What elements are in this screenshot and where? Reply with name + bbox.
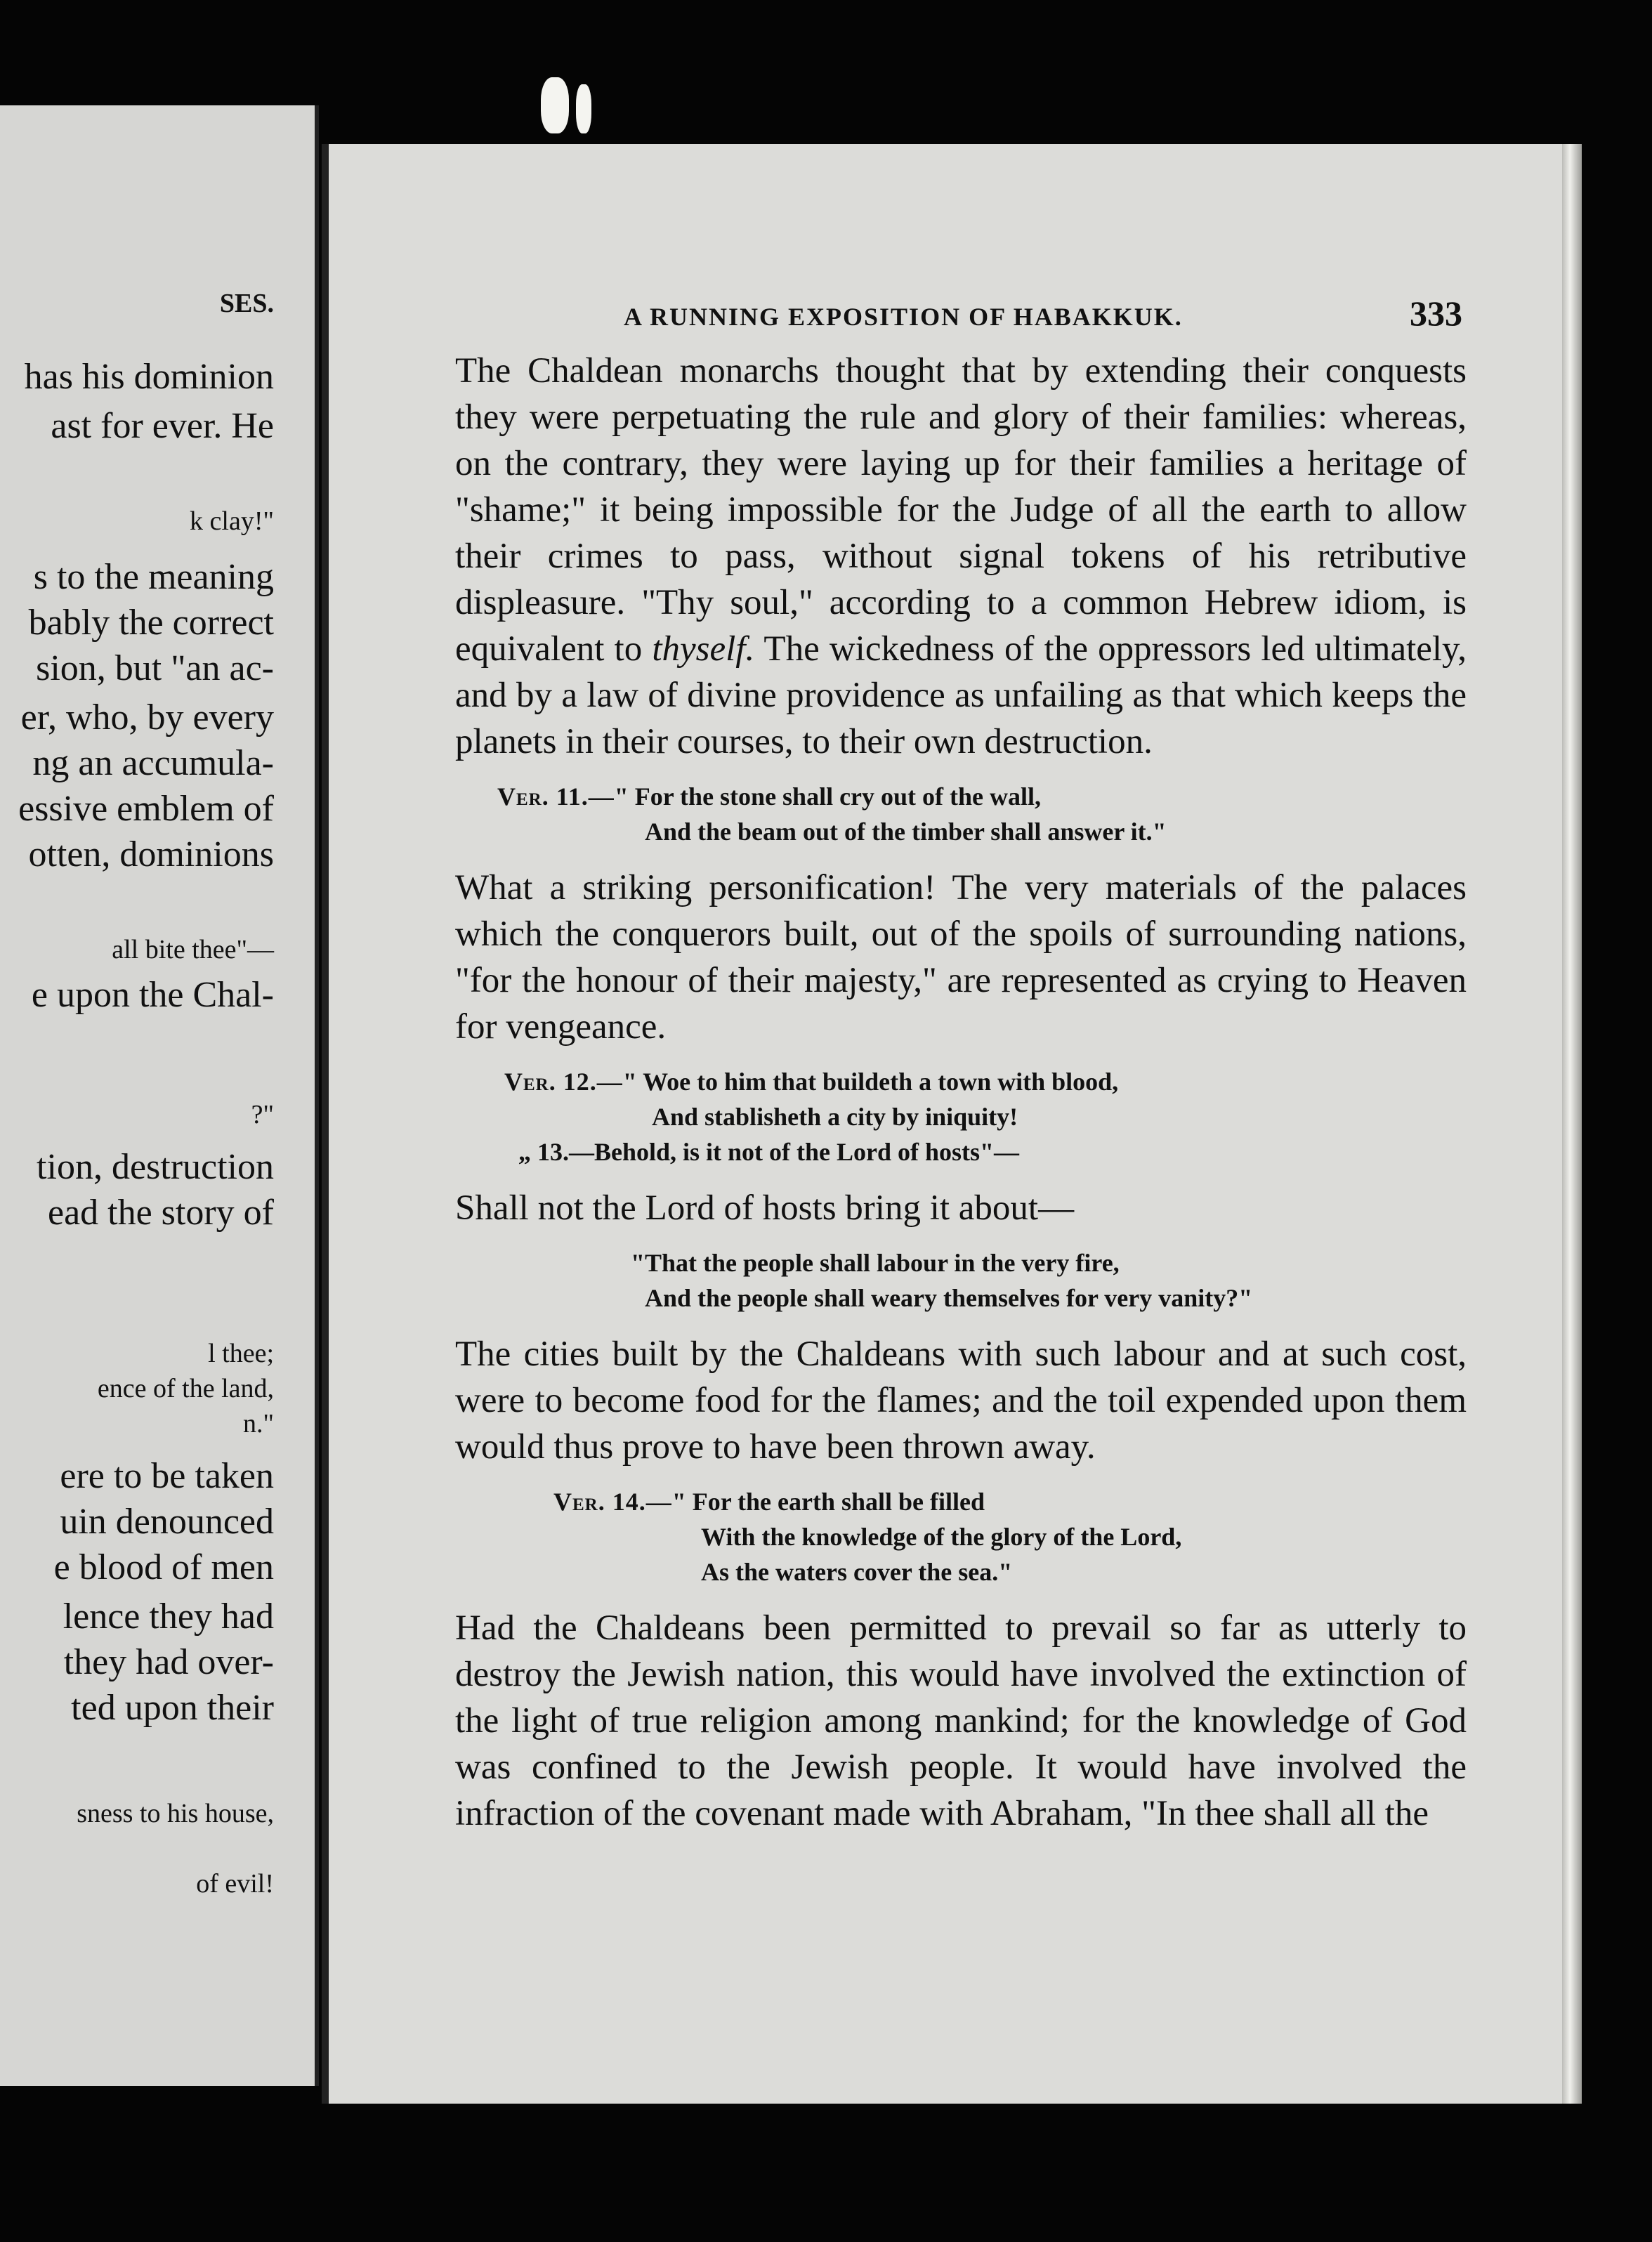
- verse-line: " For the stone shall cry out of the wall,: [614, 782, 1042, 811]
- left-page-line: s to the meaning: [33, 557, 274, 597]
- left-page-line: k clay!": [190, 506, 274, 536]
- page-number: 333: [1410, 294, 1462, 333]
- verse-ref: Ver. 14.—: [553, 1488, 672, 1516]
- paragraph-5: Had the Chaldeans been permitted to prevail so far as utterly to destroy the Jewish nation, this would have involved the extinction of the light of true religion among mankind; for the knowledge of God was confined to the Jewish people. It would have involved the infraction of the covenant made with Abraham, "In thee shall all the: [455, 1608, 1467, 1833]
- verse-quote-14: [553, 1484, 1467, 1589]
- verse-line: And stablisheth a city by iniquity!: [652, 1103, 1018, 1131]
- verse-line: And the people shall weary themselves for very vanity?": [645, 1284, 1253, 1312]
- left-page-line: ead the story of: [47, 1193, 274, 1233]
- paragraph-1: The Chaldean monarchs thought that by extending their conquests they were perpetuating the rule and glory of their families: whereas, on the contrary, they were laying up for their families a heritage of "shame;" it being impossible for the Judge of all the earth to allow their crimes to pass, without signal tokens of his retributive displeasure. "Thy soul," according to a common Hebrew idiom, is equivalent to thyself. The wickedness of the oppressors led ultimately, and by a law of divine providence as unfailing as that which keeps the planets in their courses, to their own destruction.: [455, 351, 1467, 761]
- left-page-line: n.": [242, 1409, 274, 1438]
- gutter-mark: [541, 77, 569, 133]
- running-head: A RUNNING EXPOSITION OF HABAKKUK.: [624, 303, 1183, 331]
- paragraph-2: What a striking personification! The very materials of the palaces which the conquerors built, out of the spoils of surrounding nations, "for the honour of their majesty," are represented as crying to Heaven for vengeance.: [455, 868, 1467, 1047]
- left-page-line: lence they had: [63, 1597, 274, 1637]
- left-page-line: ence of the land,: [97, 1374, 274, 1403]
- left-page-line: bably the correct: [28, 603, 274, 643]
- verse-line: " Woe to him that buildeth a town with blood,: [622, 1068, 1119, 1096]
- verse-line: „ 13.—Behold, is it not of the Lord of hosts"—: [518, 1138, 1020, 1166]
- verse-quote-11: [497, 779, 1467, 849]
- left-page-line: er, who, by every: [20, 697, 274, 738]
- left-page-line: they had over-: [63, 1642, 274, 1682]
- left-page-line: otten, dominions: [28, 834, 274, 874]
- verse-line: "That the people shall labour in the very fire,: [631, 1249, 1120, 1277]
- left-page-line: uin denounced: [60, 1502, 274, 1542]
- gutter-mark: [576, 84, 591, 133]
- left-page-line: of evil!: [196, 1869, 274, 1899]
- left-page-line: sion, but "an ac-: [36, 648, 274, 688]
- left-page-line: e upon the Chal-: [31, 975, 274, 1015]
- verse-line: " For the earth shall be filled: [671, 1488, 985, 1516]
- left-page-line: tion, destruction: [37, 1147, 274, 1187]
- verse-line: As the waters cover the sea.": [701, 1558, 1013, 1586]
- body-text: [455, 348, 1467, 1851]
- left-page-line: ng an accumula-: [32, 743, 274, 783]
- left-page-line: ted upon their: [71, 1688, 274, 1728]
- left-page-line: ast for ever. He: [51, 406, 274, 446]
- right-page: [322, 144, 1582, 2104]
- verse-line: And the beam out of the timber shall answer it.": [645, 818, 1167, 846]
- left-page-line: sness to his house,: [77, 1799, 274, 1828]
- paragraph-3: Shall not the Lord of hosts bring it about—: [455, 1188, 1075, 1228]
- left-page-line: all bite thee"—: [112, 935, 274, 964]
- verse-ref: Ver. 12.—: [504, 1068, 623, 1096]
- page-edge: [1562, 144, 1582, 2104]
- left-page-line: ere to be taken: [60, 1456, 274, 1496]
- verse-quote-13: [631, 1245, 1467, 1316]
- verse-ref: Ver. 11.—: [497, 782, 615, 811]
- left-page-line: l thee;: [208, 1339, 274, 1368]
- left-page-line: has his dominion: [24, 357, 274, 397]
- verse-quote-12: [504, 1064, 1467, 1169]
- left-page: [0, 105, 319, 2086]
- left-page-line: essive emblem of: [18, 789, 274, 829]
- paragraph-4: The cities built by the Chaldeans with such labour and at such cost, were to become food for the flames; and the toil expended upon them would thus prove to have been thrown away.: [455, 1335, 1467, 1467]
- left-page-line: e blood of men: [53, 1547, 274, 1587]
- verse-line: With the knowledge of the glory of the Lord,: [701, 1523, 1182, 1551]
- left-page-line: ?": [251, 1100, 274, 1129]
- left-page-line: SES.: [219, 289, 274, 318]
